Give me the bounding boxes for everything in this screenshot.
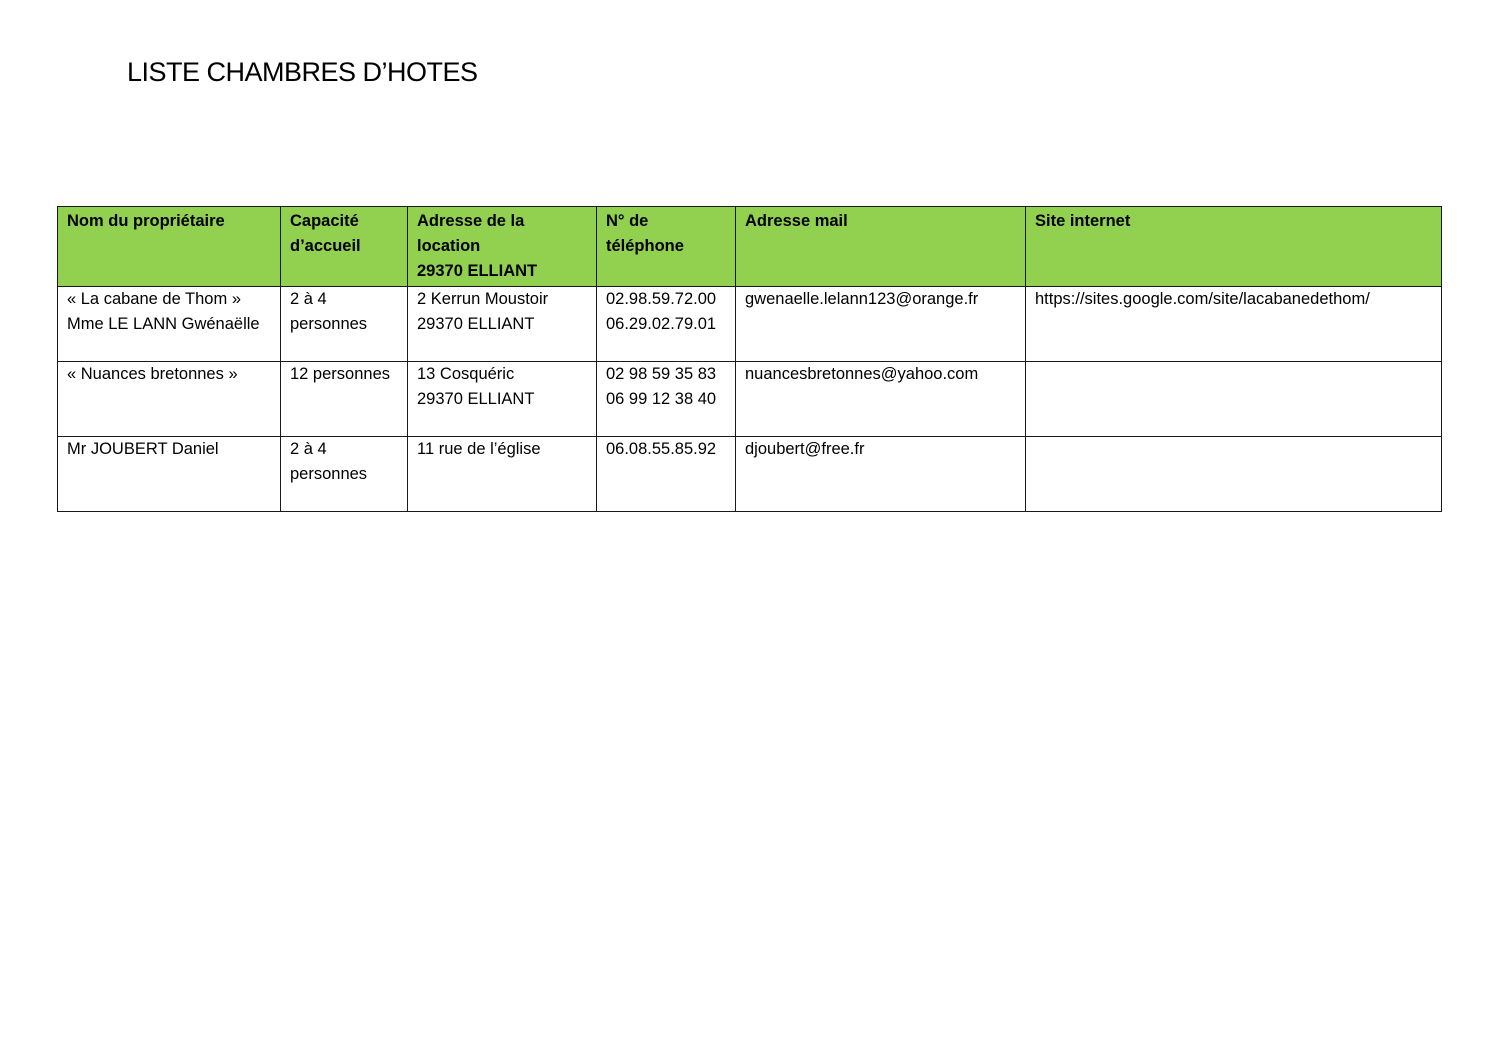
cell-owner bbox=[58, 287, 281, 362]
phone-line: 06.29.02.79.01 bbox=[606, 315, 717, 333]
cell-email bbox=[736, 362, 1026, 437]
cell-address bbox=[408, 287, 597, 362]
header-capacity-line: Capacité bbox=[290, 212, 359, 230]
cell-owner bbox=[58, 437, 281, 512]
header-phone-line: téléphone bbox=[606, 237, 684, 255]
page-title: LISTE CHAMBRES D’HOTES bbox=[127, 57, 478, 87]
header-capacity bbox=[281, 207, 408, 287]
address-line: 29370 ELLIANT bbox=[417, 315, 535, 333]
cell-email bbox=[736, 287, 1026, 362]
header-website bbox=[1026, 207, 1442, 287]
phone-line: 02 98 59 35 83 bbox=[606, 365, 717, 383]
header-owner bbox=[58, 207, 281, 287]
header-address-line: 29370 ELLIANT bbox=[417, 262, 538, 280]
header-address bbox=[408, 207, 597, 287]
cell-website bbox=[1026, 437, 1442, 512]
phone-line: 06.08.55.85.92 bbox=[606, 440, 717, 458]
cell-phone bbox=[597, 362, 736, 437]
address-line: 2 Kerrun Moustoir bbox=[417, 290, 549, 308]
table-row bbox=[58, 437, 1442, 512]
header-phone bbox=[597, 207, 736, 287]
owner-line: « La cabane de Thom » bbox=[67, 290, 241, 308]
phone-line: 02.98.59.72.00 bbox=[606, 290, 717, 308]
capacity-line: personnes bbox=[290, 315, 368, 333]
header-owner-line: Nom du propriétaire bbox=[67, 212, 225, 230]
cell-phone bbox=[597, 437, 736, 512]
cell-capacity bbox=[281, 362, 408, 437]
cell-phone bbox=[597, 287, 736, 362]
header-email bbox=[736, 207, 1026, 287]
address-line: 29370 ELLIANT bbox=[417, 390, 535, 408]
website-text: https://sites.google.com/site/lacabanedethom/ bbox=[1035, 290, 1370, 308]
owner-line: Mme LE LANN Gwénaëlle bbox=[67, 315, 260, 333]
owner-line: Mr JOUBERT Daniel bbox=[67, 440, 219, 458]
cell-email bbox=[736, 437, 1026, 512]
address-line: 11 rue de l’église bbox=[417, 440, 541, 458]
address-line: 13 Cosquéric bbox=[417, 365, 515, 383]
cell-address bbox=[408, 437, 597, 512]
guest-rooms-table bbox=[57, 206, 1442, 512]
capacity-line: personnes bbox=[290, 465, 368, 483]
phone-line: 06 99 12 38 40 bbox=[606, 390, 717, 408]
header-phone-line: N° de bbox=[606, 212, 649, 230]
table-header-row bbox=[58, 207, 1442, 287]
table-row bbox=[58, 362, 1442, 437]
cell-website bbox=[1026, 287, 1442, 362]
cell-capacity bbox=[281, 437, 408, 512]
email-text: nuancesbretonnes@yahoo.com bbox=[745, 365, 979, 383]
header-capacity-line: d’accueil bbox=[290, 237, 361, 255]
email-text: gwenaelle.lelann123@orange.fr bbox=[745, 290, 979, 308]
header-address-line: Adresse de la bbox=[417, 212, 525, 230]
cell-website bbox=[1026, 362, 1442, 437]
cell-capacity bbox=[281, 287, 408, 362]
capacity-line: 2 à 4 bbox=[290, 440, 327, 458]
capacity-line: 2 à 4 bbox=[290, 290, 327, 308]
table-row bbox=[58, 287, 1442, 362]
header-email-line: Adresse mail bbox=[745, 212, 848, 230]
owner-line: « Nuances bretonnes » bbox=[67, 365, 238, 383]
header-address-line: location bbox=[417, 237, 481, 255]
capacity-line: 12 personnes bbox=[290, 365, 390, 383]
cell-address bbox=[408, 362, 597, 437]
email-text: djoubert@free.fr bbox=[745, 440, 865, 458]
cell-owner bbox=[58, 362, 281, 437]
header-website-line: Site internet bbox=[1035, 212, 1131, 230]
